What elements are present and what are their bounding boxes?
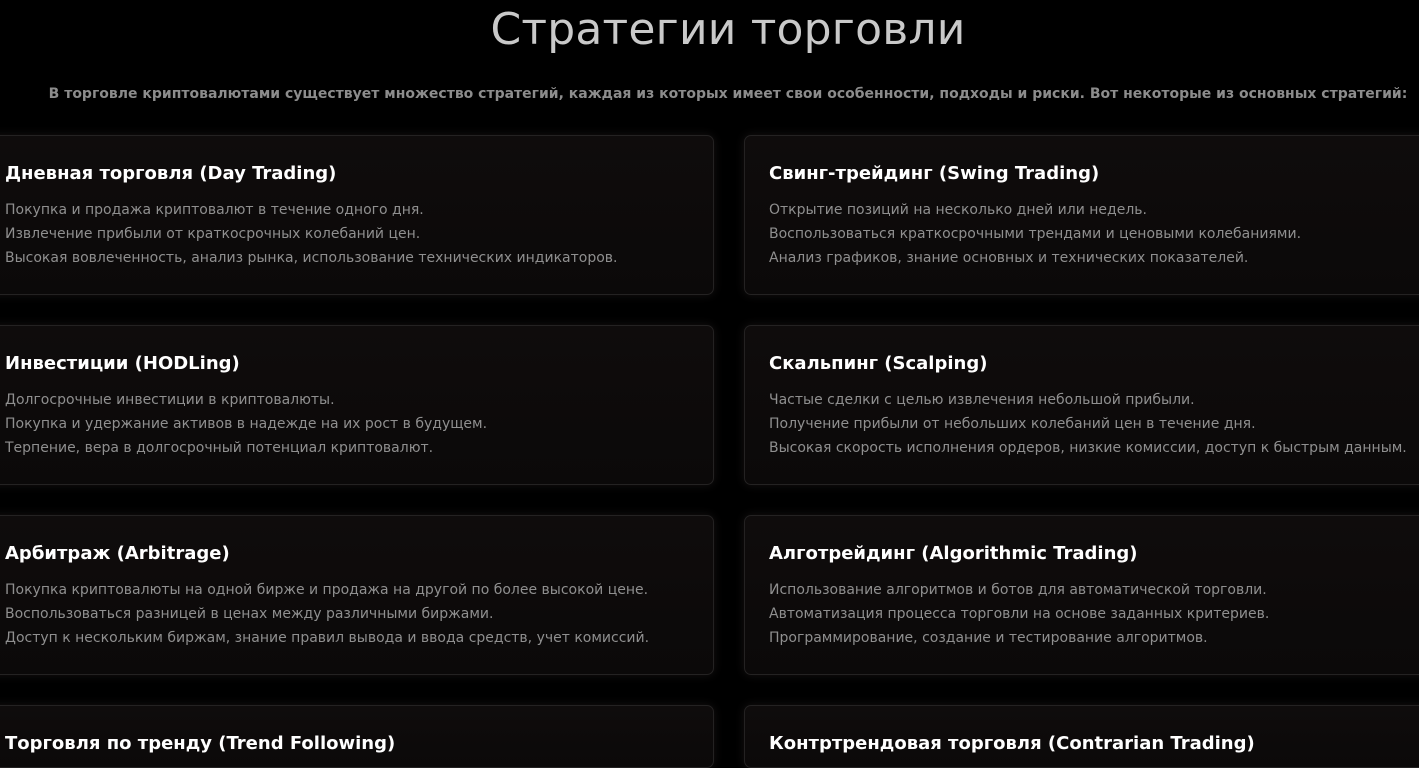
strategy-line: Воспользоваться краткосрочными трендами и ценовыми колебаниями. — [769, 226, 1302, 242]
page-title: Стратегии торговли — [490, 4, 966, 55]
strategy-card-algorithmic-trading — [744, 515, 1419, 675]
strategy-line: Доступ к нескольким биржам, знание правил вывода и ввода средств, учет комиссий. — [5, 630, 650, 646]
strategy-description — [5, 388, 487, 460]
strategy-card-day-trading — [0, 135, 714, 295]
strategy-line: Терпение, вера в долгосрочный потенциал криптовалют. — [5, 440, 434, 456]
strategy-line: Покупка и продажа криптовалют в течение одного дня. — [5, 202, 424, 218]
strategy-line: Долгосрочные инвестиции в криптовалюты. — [5, 392, 335, 408]
strategy-title: Контртрендовая торговля (Contrarian Trading) — [769, 733, 1255, 754]
strategy-title: Свинг-трейдинг (Swing Trading) — [769, 163, 1100, 184]
strategy-line: Автоматизация процесса торговли на основе заданных критериев. — [769, 606, 1270, 622]
strategy-line: Воспользоваться разницей в ценах между различными биржами. — [5, 606, 494, 622]
strategy-description — [5, 198, 618, 270]
strategy-description — [769, 388, 1407, 460]
strategy-line: Анализ графиков, знание основных и технических показателей. — [769, 250, 1249, 266]
strategy-card-contrarian-trading — [744, 705, 1419, 768]
strategy-card-swing-trading — [744, 135, 1419, 295]
strategy-line: Программирование, создание и тестирование алгоритмов. — [769, 630, 1208, 646]
strategy-line: Открытие позиций на несколько дней или недель. — [769, 202, 1147, 218]
strategy-line: Высокая вовлеченность, анализ рынка, использование технических индикаторов. — [5, 250, 618, 266]
strategy-title: Торговля по тренду (Trend Following) — [5, 733, 396, 754]
strategy-card-arbitrage — [0, 515, 714, 675]
strategy-description — [5, 578, 649, 650]
strategy-title: Инвестиции (HODLing) — [5, 353, 240, 374]
strategy-line: Покупка криптовалюты на одной бирже и продажа на другой по более высокой цене. — [5, 582, 649, 598]
strategy-card-scalping — [744, 325, 1419, 485]
strategy-title: Скальпинг (Scalping) — [769, 353, 988, 374]
strategy-title: Дневная торговля (Day Trading) — [5, 163, 337, 184]
strategy-line: Использование алгоритмов и ботов для автоматической торговли. — [769, 582, 1267, 598]
strategy-description — [769, 578, 1269, 650]
strategy-line: Покупка и удержание активов в надежде на их рост в будущем. — [5, 416, 488, 432]
strategy-line: Высокая скорость исполнения ордеров, низкие комиссии, доступ к быстрым данным. — [769, 440, 1407, 456]
strategy-line: Извлечение прибыли от краткосрочных колебаний цен. — [5, 226, 421, 242]
strategy-card-trend-following — [0, 705, 714, 768]
strategy-title: Алготрейдинг (Algorithmic Trading) — [769, 543, 1138, 564]
strategy-line: Частые сделки с целью извлечения небольшой прибыли. — [769, 392, 1195, 408]
strategy-title: Арбитраж (Arbitrage) — [5, 543, 230, 564]
strategy-line: Получение прибыли от небольших колебаний цен в течение дня. — [769, 416, 1256, 432]
strategy-description — [769, 198, 1301, 270]
strategy-card-hodling — [0, 325, 714, 485]
page-intro: В торговле криптовалютами существует множество стратегий, каждая из которых имеет свои особенности, подходы и риски. Вот некоторые из основных стратегий: — [48, 86, 1408, 102]
